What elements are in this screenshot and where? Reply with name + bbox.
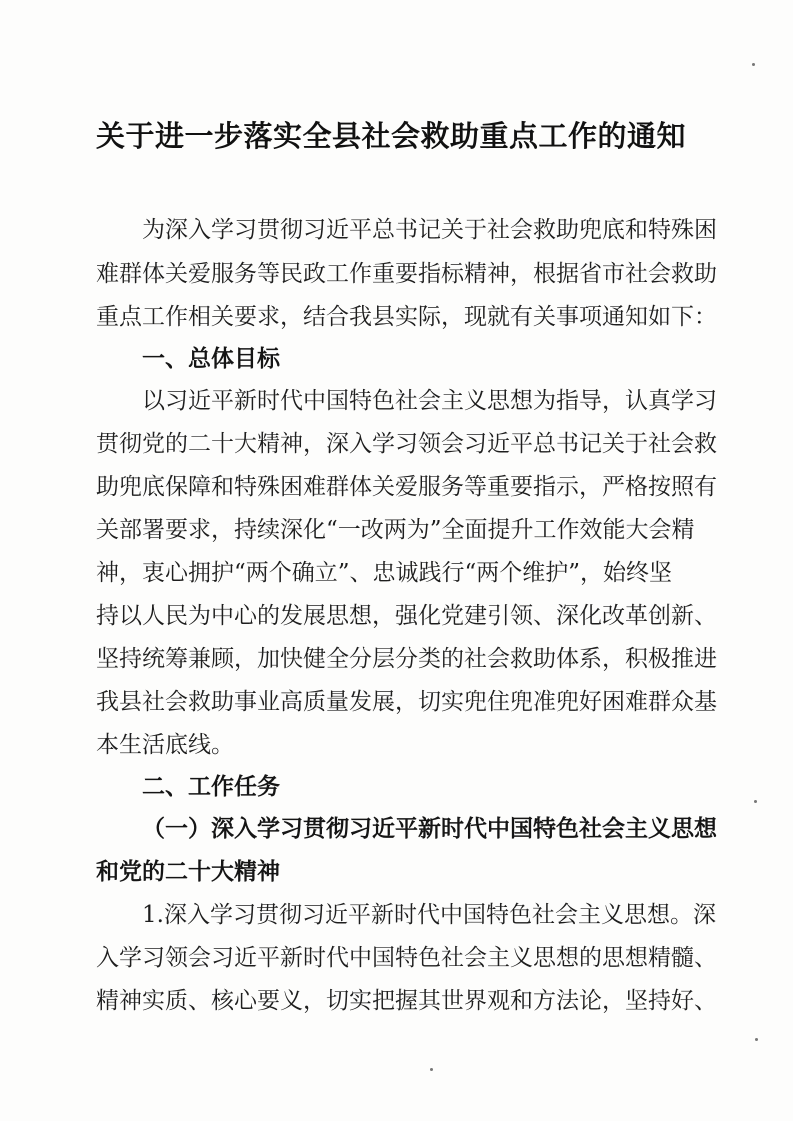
paragraph-line: 贯彻党的二十大精神，深入学习领会习近平总书记关于社会救 (96, 431, 717, 457)
scan-speck (754, 800, 757, 803)
scan-speck (430, 1068, 433, 1071)
document-title: 关于进一步落实全县社会救助重点工作的通知 (96, 119, 687, 153)
paragraph-line: 为深入学习贯彻习近平总书记关于社会救助兜底和特殊困 (142, 217, 717, 243)
paragraph-line: 坚持统筹兼顾，加快健全分层分类的社会救助体系，积极推进 (96, 646, 717, 672)
paragraph-line: 重点工作相关要求，结合我县实际，现就有关事项通知如下： (96, 304, 717, 330)
paragraph-line: 难群体关爱服务等民政工作重要指标精神，根据省市社会救助 (96, 261, 717, 287)
paragraph-line: 我县社会救助事业高质量发展，切实兜住兜准兜好困难群众基 (96, 689, 717, 715)
section-heading-goals: 一、总体目标 (142, 346, 280, 372)
subsection-heading: （一）深入学习贯彻习近平新时代中国特色社会主义思想 (142, 815, 717, 842)
scan-speck (755, 1038, 758, 1041)
paragraph-line: 持以人民为中心的发展思想，强化党建引领、深化改革创新、 (96, 603, 717, 629)
paragraph-line: 关部署要求，持续深化“一改两为”全面提升工作效能大会精 (96, 517, 695, 543)
paragraph-line: 本生活底线。 (96, 732, 234, 758)
paragraph-line: 入学习领会习近平新时代中国特色社会主义思想的思想精髓、 (96, 945, 717, 971)
subsection-heading-continued: 和党的二十大精神 (96, 858, 280, 885)
scan-speck (752, 63, 755, 66)
section-heading-tasks: 二、工作任务 (142, 774, 280, 800)
paragraph-line: 神，衷心拥护“两个确立”、忠诚践行“两个维护”，始终坚 (96, 560, 673, 586)
paragraph-line: 以习近平新时代中国特色社会主义思想为指导，认真学习 (142, 388, 717, 414)
paragraph-line: 1.深入学习贯彻习近平新时代中国特色社会主义思想。深 (142, 902, 716, 928)
paragraph-line: 助兜底保障和特殊困难群体关爱服务等重要指示，严格按照有 (96, 474, 717, 500)
paragraph-line: 精神实质、核心要义，切实把握其世界观和方法论，坚持好、 (96, 988, 717, 1014)
